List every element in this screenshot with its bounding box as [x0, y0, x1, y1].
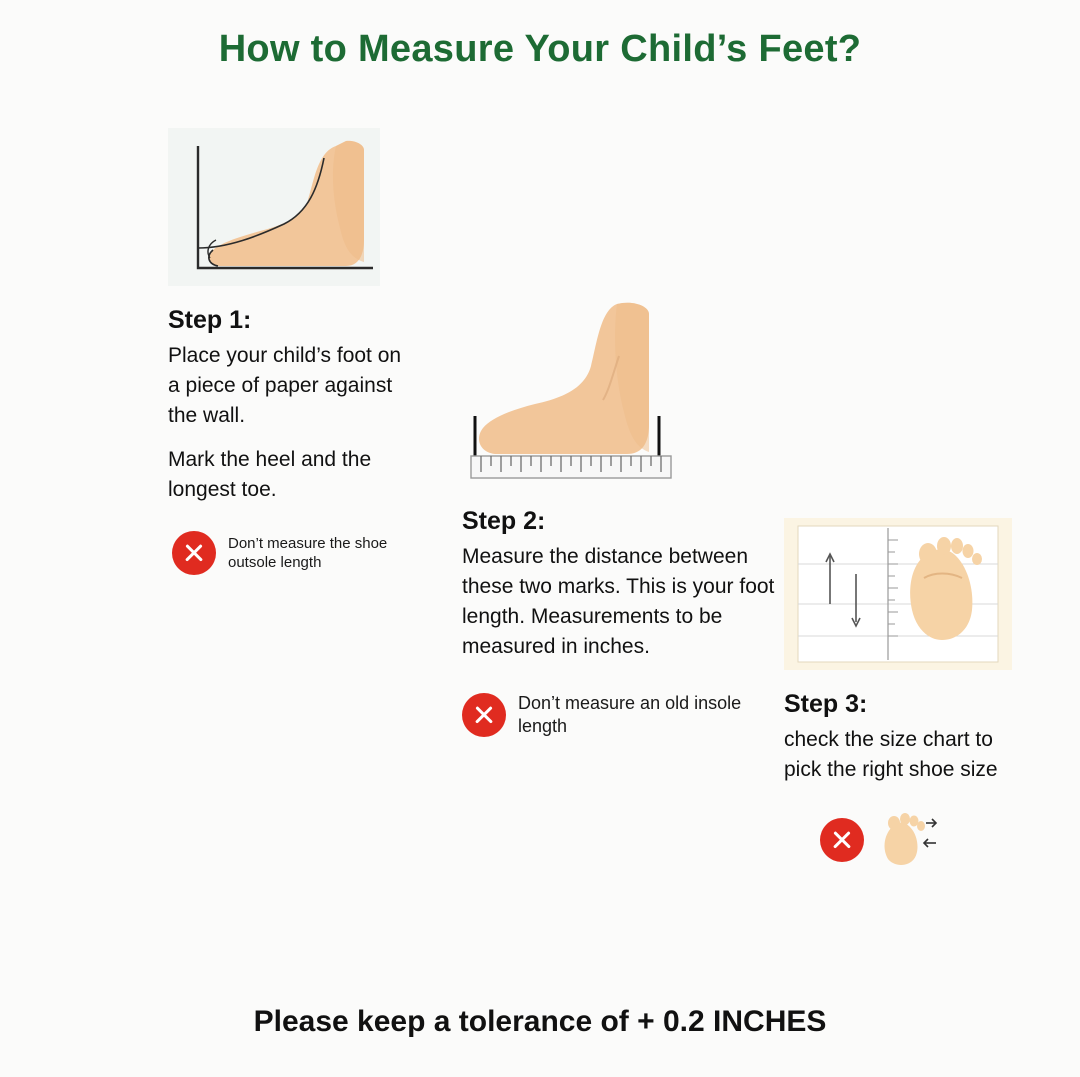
step-1-line-1: Place your child’s foot on a piece of paper against the wall.: [168, 344, 402, 427]
step-2-text: [462, 507, 782, 662]
page-title: How to Measure Your Child’s Feet?: [218, 28, 862, 70]
foot-on-ruler-icon: [467, 300, 697, 485]
step-1-warning: [172, 531, 428, 575]
step-1-line-2: Mark the heel and the longest toe.: [168, 448, 372, 501]
step-1-illustration: [168, 128, 380, 286]
step-2-body: [462, 542, 782, 662]
foot-against-wall-icon: [168, 128, 380, 286]
step-2-warning-text: Don’t measure an old insole length: [518, 693, 742, 736]
cross-circle-icon: [820, 818, 864, 862]
step-3-line-1: check the size chart to pick the right shoe size: [784, 728, 998, 781]
step-1-text: [168, 306, 418, 505]
step-3-body: [784, 725, 1019, 785]
step-1-heading: Step 1:: [168, 306, 252, 334]
cross-circle-icon: [462, 693, 506, 737]
tolerance-note: Please keep a tolerance of + 0.2 INCHES: [253, 1005, 827, 1038]
step-2-line-1: Measure the distance between these two marks. This is your foot length. Measurements to be measured in inches.: [462, 545, 775, 658]
foot-on-chart-icon: [784, 518, 1012, 670]
step-2-warning: [462, 692, 782, 738]
step-3-block: [784, 518, 1024, 869]
step-3-heading: Step 3:: [784, 690, 868, 718]
step-2-heading: Step 2:: [462, 507, 546, 535]
step-1-body: [168, 341, 418, 505]
cross-circle-icon: [172, 531, 216, 575]
measured-foot-icon: [876, 811, 938, 869]
step-1-block: [168, 128, 428, 575]
step-3-illustration: [784, 518, 1012, 670]
step-2-block: [462, 300, 782, 738]
step-3-warning: [820, 811, 1024, 869]
step-3-text: [784, 690, 1019, 785]
step-1-warning-text: Don’t measure the shoe outsole length: [228, 535, 388, 571]
step-2-illustration: [467, 300, 697, 485]
